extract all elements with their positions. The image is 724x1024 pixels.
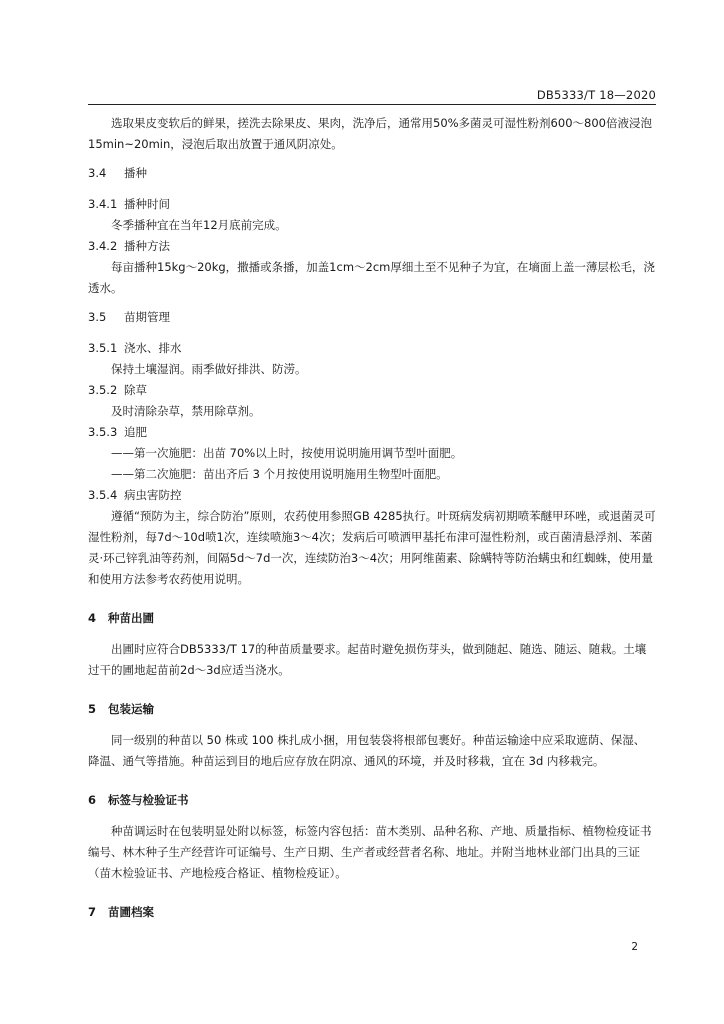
list-item-second-fertilizing: ——第二次施肥：苗出齐后 3 个月按使用说明施用生物型叶面肥。 — [111, 467, 448, 481]
section-number: 5 — [88, 702, 97, 716]
section-5-heading — [88, 699, 656, 720]
section-3-5-2-heading — [88, 380, 656, 401]
section-number: 3.4.2 — [88, 239, 118, 253]
section-number: 3.4 — [88, 166, 107, 180]
section-number: 3.4.1 — [88, 197, 118, 211]
paragraph-seed-treatment: 选取果皮变软后的鲜果，搓洗去除果皮、果肉，洗净后，通常用50%多菌灵可湿性粉剂600～800倍液浸泡15min~20min，浸泡后取出放置于通风阴凉处。 — [88, 116, 652, 151]
section-6-heading — [88, 790, 656, 811]
section-number: 3.5.1 — [88, 341, 118, 355]
section-number: 7 — [88, 905, 97, 919]
paragraph-lifting-seedlings: 出圃时应符合DB5333/T 17的种苗质量要求。起苗时避免损伤芽头，做到随起、随选、随运、随栽。土壤过干的圃地起苗前2d～3d应适当浇水。 — [88, 642, 647, 677]
list-item-first-fertilizing: ——第一次施肥：出苗 70%以上时，按使用说明施用调节型叶面肥。 — [111, 446, 463, 460]
page-number: 2 — [631, 941, 638, 953]
section-number: 3.5.3 — [88, 425, 118, 439]
section-3-4-heading — [88, 163, 656, 184]
section-title: 浇水、排水 — [124, 341, 182, 355]
standard-code: DB5333/T 18—2020 — [536, 88, 656, 102]
paragraph-sowing-time: 冬季播种宜在当年12月底前完成。 — [111, 218, 287, 232]
paragraph-pest-control: 遵循“预防为主，综合防治”原则，农药使用参照GB 4285执行。叶斑病发病初期喷苯醚甲环唑，或退菌灵可湿性粉剂，每7d～10d喷1次，连续喷施3～4次；发病后可喷洒甲基托布津可湿性粉剂，或百菌清悬浮剂、苯菌灵·环己锌乳油等药剂，间隔5d～7d一次，连续防治3～4次；用阿维菌素、除螨特等防治螨虫和红蜘蛛，使用量和使用方法参考农药使用说明。 — [88, 509, 656, 586]
section-number: 6 — [88, 793, 97, 807]
paragraph-sowing-method: 每亩播种15kg～20kg，撒播或条播，加盖1cm～2cm厚细土至不见种子为宜，在墒面上盖一薄层松毛，浇透水。 — [88, 260, 655, 295]
section-title: 播种 — [124, 166, 147, 180]
section-4-heading — [88, 608, 656, 629]
section-3-5-heading — [88, 307, 656, 328]
section-3-5-4-heading — [88, 485, 656, 506]
section-number: 3.5.2 — [88, 383, 118, 397]
section-3-4-2-heading — [88, 236, 656, 257]
section-3-5-3-heading — [88, 422, 656, 443]
section-number: 3.5 — [88, 310, 107, 324]
section-title: 病虫害防控 — [124, 488, 182, 502]
section-title: 播种方法 — [124, 239, 170, 253]
section-title: 种苗出圃 — [108, 611, 154, 625]
section-3-5-1-heading — [88, 338, 656, 359]
header-divider — [88, 104, 656, 105]
section-title: 除草 — [124, 383, 147, 397]
section-title: 标签与检验证书 — [108, 793, 189, 807]
section-3-4-1-heading — [88, 194, 656, 215]
paragraph-labels-certificates: 种苗调运时在包装明显处附以标签，标签内容包括：苗木类别、品种名称、产地、质量指标、植物检疫证书编号、林木种子生产经营许可证编号、生产日期、生产者或经营者名称、地址。并附当地林业部门出具的三证（苗木检验证书、产地检疫合格证、植物检疫证）。 — [88, 824, 652, 880]
paragraph-packaging-transport: 同一级别的种苗以 50 株或 100 株扎成小捆，用包装袋将根部包裹好。种苗运输途中应采取遮荫、保湿、降温、通气等措施。种苗运到目的地后应存放在阴凉、通风的环境，并及时移栽，宜在 3d 内移栽完。 — [88, 733, 646, 768]
section-number: 4 — [88, 611, 97, 625]
document-body — [88, 113, 656, 933]
section-title: 播种时间 — [124, 197, 170, 211]
paragraph-weeding: 及时清除杂草，禁用除草剂。 — [111, 404, 261, 418]
paragraph-watering: 保持土壤湿润。雨季做好排洪、防涝。 — [111, 362, 307, 376]
section-title: 苗期管理 — [124, 310, 170, 324]
section-title: 苗圃档案 — [108, 905, 154, 919]
section-title: 追肥 — [124, 425, 147, 439]
section-title: 包装运输 — [108, 702, 154, 716]
section-number: 3.5.4 — [88, 488, 118, 502]
section-7-heading — [88, 902, 656, 923]
